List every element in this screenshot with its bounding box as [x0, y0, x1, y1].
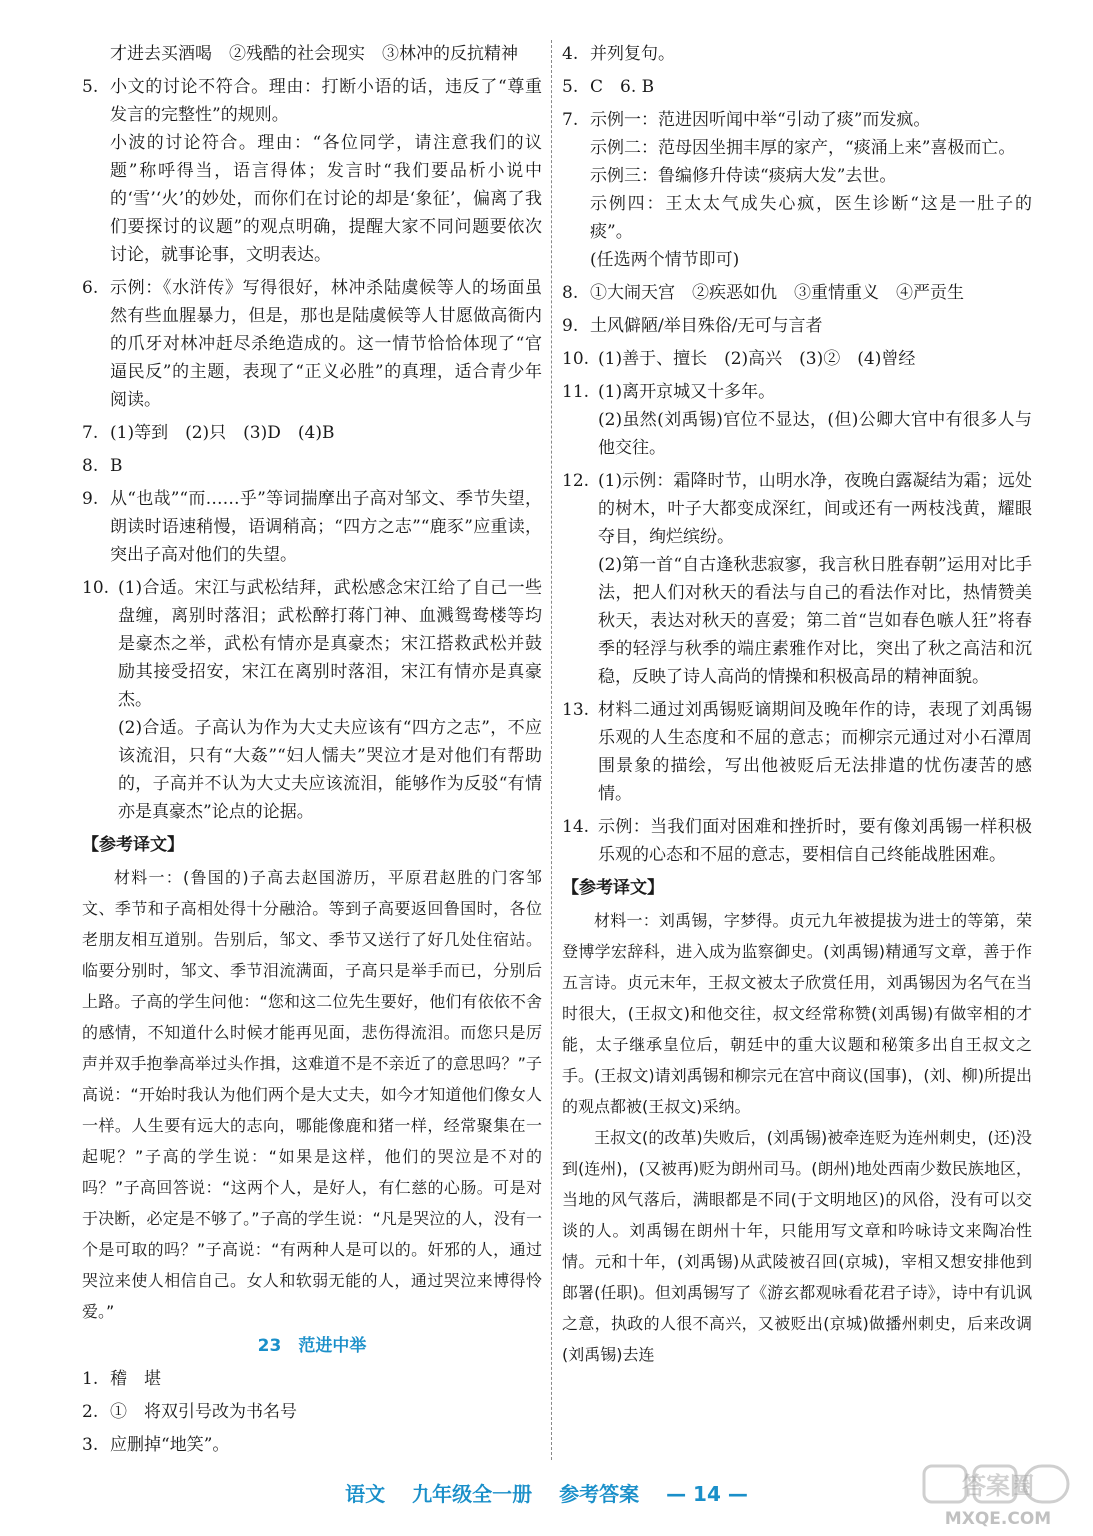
answer-s3: 3. 应删掉“地笑”。: [82, 1435, 230, 1455]
reference-translation-heading-right: 【参考译文】: [562, 878, 664, 898]
answer-s1: 1. 稽 堪: [82, 1369, 161, 1389]
answer-7: 7. (1)等到 (2)只 (3)D (4)B: [82, 423, 335, 443]
answer-5: 5. 小文的讨论不符合。理由：打断小语的话，违反了“尊重发言的完整性”的规则。 小波的讨论符合。理由：“各位同学，请注意我们的议题”称呼得当，语言得体；发言时“我们要品析小说中的‘雪’‘火’的妙处，而你们在讨论的却是‘象征’，偏离了我们要探讨的议题”的观点明确，提醒大家不同问题要依次讨论，就事论事，文明表达。: [82, 77, 542, 265]
page-number: — 14 —: [666, 1482, 748, 1506]
answer-10: 10. (1)合适。宋江与武松结拜，武松感念宋江给了自己一些盘缠，离别时落泪；武松醉打蒋门神、血溅鸳鸯楼等均是豪杰之举，武松有情亦是真豪杰；宋江搭救武松并鼓励其接受招安，宋江在离别时落泪，宋江有情亦是真豪杰。 (2)合适。子高认为作为大丈夫应该有“四方之志”，不应该流泪，只有“大姦”“妇人懦夫”哭泣才是对他们有帮助的，子高并不认为大丈夫应该流泪，能够作为反驳“有情亦是真豪杰”论点的论据。: [82, 578, 542, 822]
right-column: [562, 40, 1032, 1370]
reference-translation-para2: 王叔文(的改革)失败后，(刘禹锡)被牵连贬为连州刺史，(还)没到(连州)，(又被再)贬为朗州司马。(朗州)地处西南少数民族地区，当地的风气落后，满眼都是不同(于文明地区)的风俗，没有可以交谈的人。刘禹锡在朗州十年，只能用写文章和吟咏诗文来陶冶性情。元和十年，(刘禹锡)从武陵被召回(京城)，宰相又想安排他到郎署(任职)。但刘禹锡写了《游玄都观咏看花君子诗》，诗中有讥讽之意，执政的人很不高兴，又被贬出(京城)做播州刺史，后来改调(刘禹锡)去连: [562, 1128, 1032, 1364]
answer-8: 8. B: [82, 456, 123, 476]
answer-r4: 4. 并列复句。: [562, 44, 675, 64]
footer-subject: 语文: [345, 1482, 386, 1506]
answer-6: 6. 示例：《水浒传》写得很好，林冲杀陆虞候等人的场面虽然有些血腥暴力，但是，那也是陆虞候等人甘愿做高衙内的爪牙对林冲赶尽杀绝造成的。这一情节恰恰体现了“官逼民反”的主题，表现了“正义必胜”的真理，适合青少年阅读。: [82, 278, 542, 410]
answer-r5: 5. C 6. B: [562, 77, 655, 97]
reference-translation-para1: 材料一：刘禹锡，字梦得。贞元九年被提拔为进士的等第，荣登博学宏辞科，进入成为监察御史。(刘禹锡)精通写文章，善于作五言诗。贞元末年，王叔文被太子欣赏任用，刘禹锡因为名气在当时很大，(王叔文)和他交往，叔文经常称赞(刘禹锡)有做宰相的才能，太子继承皇位后，朝廷中的重大议题和秘策多出自王叔文之手。(王叔文)请刘禹锡和柳宗元在宫中商议(国事)，(刘、柳)所提出的观点都被(王叔文)采纳。: [562, 911, 1032, 1116]
answer-r12: 12. (1)示例：霜降时节，山明水净，夜晚白露凝结为霜；远处的树木，叶子大都变成深红，间或还有一两枝浅黄，耀眼夺目，绚烂缤纷。 (2)第一首“自古逢秋悲寂寥，我言秋日胜春朝”运用对比手法，把人们对秋天的看法与自己的看法作对比，热情赞美秋天，表达对秋天的喜爱；第二首“岂如春色嗾人狂”将春季的轻浮与秋季的端庄素雅作对比，突出了秋之高洁和沉稳，反映了诗人高尚的情操和积极高昂的精神面貌。: [562, 471, 1032, 687]
continued-answer: 才进去买酒喝 ②残酷的社会现实 ③林冲的反抗精神: [110, 44, 518, 64]
answer-r14: 14. 示例：当我们面对困难和挫折时，要有像刘禹锡一样积极乐观的心态和不屈的意志，要相信自己终能战胜困难。: [562, 817, 1032, 865]
footer-grade: 九年级全一册: [412, 1482, 533, 1506]
watermark-title: 答案圈: [962, 1472, 1034, 1500]
answer-r9: 9. 土风僻陋/举目殊俗/无可与言者: [562, 316, 823, 336]
answer-9: 9. 从“也哉”“而……乎”等词揣摩出子高对邹文、季节失望，朗读时语速稍慢，语调稍高；“四方之志”“鹿豕”应重读，突出子高对他们的失望。: [82, 489, 542, 565]
reference-translation-heading: 【参考译文】: [82, 835, 184, 855]
column-divider: [551, 40, 552, 1460]
left-column: [82, 40, 542, 1464]
answer-r11: 11. (1)离开京城又十多年。 (2)虽然(刘禹锡)官位不显达，(但)公卿大官中有很多人与他交往。: [562, 382, 1032, 458]
footer-label: 参考答案: [559, 1482, 640, 1506]
answer-s2: 2. ① 将双引号改为书名号: [82, 1402, 297, 1422]
answer-r7: 7. 示例一：范进因听闻中举“引动了痰”而发疯。 示例二：范母因坐拥丰厚的家产，“痰涌上来”喜极而亡。 示例三：鲁编修升侍读“痰病大发”去世。 示例四：王太太气成失心疯，医生诊断“这是一肚子的痰”。 (任选两个情节即可): [562, 110, 1032, 270]
answer-r8: 8. ①大闹天宫 ②疾恶如仇 ③重情重义 ④严贡生: [562, 283, 964, 303]
watermark-logo: [918, 1460, 1078, 1530]
reference-translation-text: 材料一：(鲁国的)子高去赵国游历，平原君赵胜的门客邹文、季节和子高相处得十分融洽。等到子高要返回鲁国时，各位老朋友相互道别。告别后，邹文、季节又送行了好几处住宿站。临要分别时，邹文、季节泪流满面，子高只是举手而已，分别后上路。子高的学生问他：“您和这二位先生要好，他们有依依不舍的感情，不知道什么时候才能再见面，悲伤得流泪。而您只是厉声并双手抱拳高举过头作揖，这难道不是不亲近了的意思吗？”子高说：“开始时我认为他们两个是大丈夫，如今才知道他们像女人一样。人生要有远大的志向，哪能像鹿和猪一样，经常聚集在一起呢？”子高的学生说：“如果是这样，他们的哭泣是不对的吗？”子高回答说：“这两个人，是好人，有仁慈的心肠。可是对于决断，必定是不够了。”子高的学生说：“凡是哭泣的人，没有一个是可取的吗？”子高说：“有两种人是可以的。奸邪的人，通过哭泣来使人相信自己。女人和软弱无能的人，通过哭泣来博得怜爱。”: [82, 868, 542, 1321]
answer-r13: 13. 材料二通过刘禹锡贬谪期间及晚年作的诗，表现了刘禹锡乐观的人生态度和不屈的意志；而柳宗元通过对小石潭周围景象的描绘，写出他被贬后无法排遣的忧伤凄苦的感情。: [562, 700, 1032, 804]
answer-r10: 10. (1)善于、擅长 (2)高兴 (3)② (4)曾经: [562, 349, 916, 369]
watermark-text: MXQE.COM: [944, 1509, 1052, 1529]
section-title: 23 范进中举: [257, 1336, 367, 1356]
